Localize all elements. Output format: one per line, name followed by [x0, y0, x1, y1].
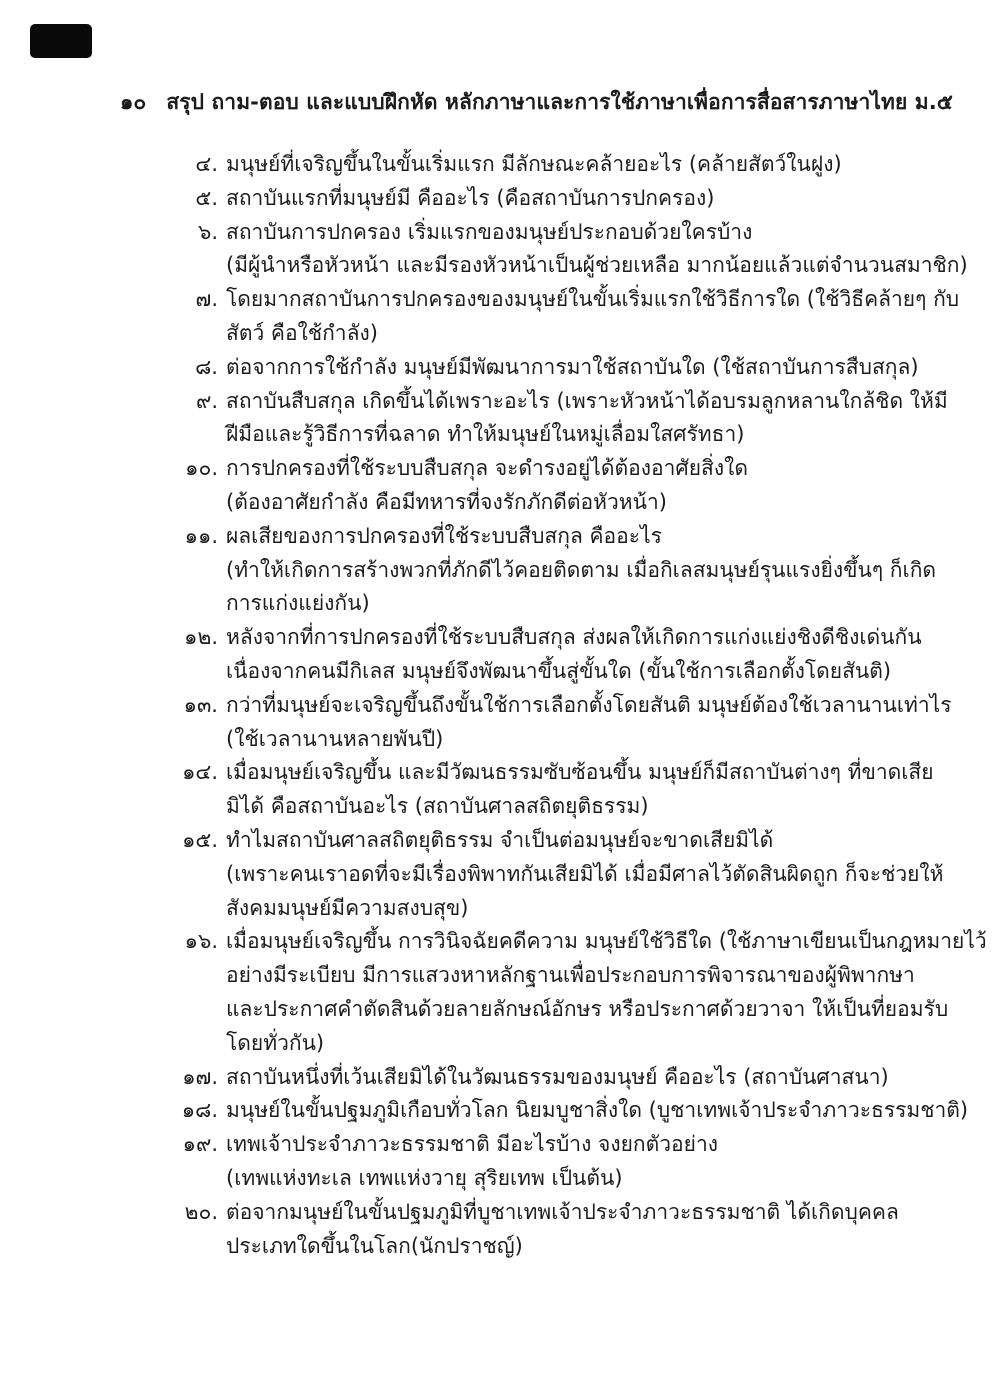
qa-item-text — [218, 148, 992, 182]
qa-text-line: สถาบันการปกครอง เริ่มแรกของมนุษย์ประกอบด้วยใครบ้าง — [226, 219, 753, 244]
qa-item — [0, 520, 992, 621]
qa-text-line: ผลเสียของการปกครองที่ใช้ระบบสืบสกุล คืออะไร — [226, 523, 662, 548]
qa-item-number: ๖. — [197, 219, 218, 244]
qa-item-number: ๗. — [195, 287, 218, 312]
qa-text-line: มิได้ คือสถาบันอะไร (สถาบันศาลสถิตยุติธรรม) — [226, 794, 649, 819]
qa-item-text — [218, 621, 992, 689]
qa-item-text — [218, 283, 992, 351]
qa-text-line: เนื่องจากคนมีกิเลส มนุษย์จึงพัฒนาขึ้นสู่ขั้นใด (ขั้นใช้การเลือกตั้งโดยสันติ) — [226, 658, 892, 683]
qa-item — [0, 925, 992, 1060]
qa-text-line: ทำไมสถาบันศาลสถิตยุติธรรม จำเป็นต่อมนุษย์จะขาดเสียมิได้ — [226, 827, 774, 852]
qa-item — [0, 1128, 992, 1196]
qa-item — [0, 756, 992, 824]
page-number: ๑๐ — [120, 90, 147, 114]
qa-item-text — [218, 689, 992, 757]
qa-item-text — [218, 756, 992, 824]
qa-text-line: (เทพแห่งทะเล เทพแห่งวายุ สุริยเทพ เป็นต้น) — [226, 1165, 623, 1190]
question-answer-list — [0, 148, 992, 1263]
qa-item-text — [218, 385, 992, 453]
qa-item-text — [218, 452, 992, 520]
qa-item-text — [218, 1128, 992, 1196]
qa-item-number: ๙. — [195, 388, 218, 413]
qa-item — [0, 452, 992, 520]
qa-item-text — [218, 520, 992, 621]
page-header — [120, 86, 953, 119]
qa-item — [0, 1094, 992, 1128]
qa-item — [0, 283, 992, 351]
qa-item-number: ๑๙. — [182, 1132, 218, 1157]
qa-text-line: (ต้องอาศัยกำลัง คือมีทหารที่จงรักภักดีต่อหัวหน้า) — [226, 489, 667, 514]
qa-text-line: และประกาศคำตัดสินด้วยลายลักษณ์อักษร หรือประกาศด้วยวาจา ให้เป็นที่ยอมรับ — [226, 996, 949, 1021]
qa-item-number: ๑๔. — [182, 760, 218, 785]
qa-item-number: ๑๗. — [182, 1064, 218, 1089]
qa-text-line: การปกครองที่ใช้ระบบสืบสกุล จะดำรงอยู่ได้ต้องอาศัยสิ่งใด — [226, 456, 748, 481]
qa-item — [0, 182, 992, 216]
qa-text-line: ต่อจากมนุษย์ในขั้นปฐมภูมิที่บูชาเทพเจ้าประจำภาวะธรรมชาติ ได้เกิดบุคคล — [226, 1199, 899, 1224]
qa-text-line: สัตว์ คือใช้กำลัง) — [226, 320, 378, 345]
qa-text-line: (ทำให้เกิดการสร้างพวกที่ภักดีไว้คอยติดตาม เมื่อกิเลสมนุษย์รุนแรงยิ่งขึ้นๆ ก็เกิด — [226, 557, 937, 582]
qa-item-number: ๑๖. — [184, 929, 218, 954]
qa-text-line: (มีผู้นำหรือหัวหน้า และมีรองหัวหน้าเป็นผู้ช่วยเหลือ มากน้อยแล้วแต่จำนวนสมาชิก) — [226, 253, 968, 278]
qa-text-line: สถาบันหนึ่งที่เว้นเสียมิได้ในวัฒนธรรมของมนุษย์ คืออะไร (สถาบันศาสนา) — [226, 1064, 889, 1089]
page-corner-tab-mark — [30, 24, 92, 58]
qa-item-text — [218, 1061, 992, 1095]
page-title: สรุป ถาม-ตอบ และแบบฝึกหัด หลักภาษาและการใช้ภาษาเพื่อการสื่อสารภาษาไทย ม.๕ — [166, 90, 953, 114]
qa-text-line: หลังจากที่การปกครองที่ใช้ระบบสืบสกุล ส่งผลให้เกิดการแก่งแย่งชิงดีชิงเด่นกัน — [226, 625, 922, 650]
qa-item-text — [218, 1094, 992, 1128]
qa-item — [0, 1196, 992, 1264]
qa-text-line: เมื่อมนุษย์เจริญขึ้น และมีวัฒนธรรมซับซ้อนขึ้น มนุษย์ก็มีสถาบันต่างๆ ที่ขาดเสีย — [226, 760, 934, 785]
qa-item — [0, 824, 992, 925]
qa-text-line: มนุษย์ที่เจริญขึ้นในขั้นเริ่มแรก มีลักษณะคล้ายอะไร (คล้ายสัตว์ในฝูง) — [226, 152, 842, 176]
qa-item-number: ๑๕. — [182, 827, 218, 852]
qa-text-line: ประเภทใดขึ้นในโลก(นักปราชญ์) — [226, 1233, 523, 1258]
qa-text-line: (ใช้เวลานานหลายพันปี) — [226, 726, 444, 751]
qa-item — [0, 689, 992, 757]
qa-item-number: ๑๘. — [181, 1098, 218, 1123]
qa-item-number: ๑๐. — [185, 456, 218, 481]
qa-text-line: สังคมมนุษย์มีความสงบสุข) — [226, 895, 469, 920]
qa-text-line: ต่อจากการใช้กำลัง มนุษย์มีพัฒนาการมาใช้สถาบันใด (ใช้สถาบันการสืบสกุล) — [226, 354, 919, 379]
qa-text-line: มนุษย์ในขั้นปฐมภูมิเกือบทั่วโลก นิยมบูชาสิ่งใด (บูชาเทพเจ้าประจำภาวะธรรมชาติ) — [226, 1098, 969, 1123]
qa-text-line: โดยทั่วกัน) — [226, 1030, 325, 1055]
qa-text-line: ฝีมือและรู้วิธีการที่ฉลาด ทำให้มนุษย์ในหมู่เลื่อมใสศรัทธา) — [226, 422, 745, 447]
qa-item — [0, 351, 992, 385]
qa-item — [0, 148, 992, 182]
qa-item-number: ๔. — [195, 152, 218, 176]
qa-text-line: โดยมากสถาบันการปกครองของมนุษย์ในขั้นเริ่มแรกใช้วิธีการใด (ใช้วิธีคล้ายๆ กับ — [226, 287, 960, 312]
qa-item — [0, 1061, 992, 1095]
qa-item-text — [218, 1196, 992, 1264]
qa-text-line: เทพเจ้าประจำภาวะธรรมชาติ มีอะไรบ้าง จงยกตัวอย่าง — [226, 1132, 719, 1157]
qa-item-number: ๘. — [195, 354, 218, 379]
qa-item — [0, 621, 992, 689]
qa-text-line: กว่าที่มนุษย์จะเจริญขึ้นถึงขั้นใช้การเลือกตั้งโดยสันติ มนุษย์ต้องใช้เวลานานเท่าไร — [226, 692, 952, 717]
qa-item-number: ๑๓. — [183, 692, 218, 717]
qa-item-text — [218, 351, 992, 385]
qa-item-text — [218, 216, 992, 284]
qa-item-text — [218, 182, 992, 216]
qa-item-number: ๑๒. — [184, 625, 218, 650]
qa-text-line: การแก่งแย่งกัน) — [226, 591, 370, 616]
qa-item-number: ๒๐. — [184, 1199, 218, 1224]
qa-item-text — [218, 824, 992, 925]
qa-text-line: สถาบันแรกที่มนุษย์มี คืออะไร (คือสถาบันการปกครอง) — [226, 185, 715, 210]
qa-item — [0, 216, 992, 284]
qa-item-number: ๕. — [195, 185, 218, 210]
qa-item-number: ๑๑. — [184, 523, 218, 548]
qa-text-line: เมื่อมนุษย์เจริญขึ้น การวินิจฉัยคดีความ มนุษย์ใช้วิธีใด (ใช้ภาษาเขียนเป็นกฎหมายไว้ — [226, 929, 987, 954]
qa-item — [0, 385, 992, 453]
qa-text-line: อย่างมีระเบียบ มีการแสวงหาหลักฐานเพื่อประกอบการพิจารณาของผู้พิพากษา — [226, 963, 915, 988]
qa-text-line: (เพราะคนเราอดที่จะมีเรื่องพิพาทกันเสียมิได้ เมื่อมีศาลไว้ตัดสินผิดถูก ก็จะช่วยให้ — [226, 861, 944, 886]
qa-item-text — [218, 925, 992, 1060]
qa-text-line: สถาบันสืบสกุล เกิดขึ้นได้เพราะอะไร (เพราะหัวหน้าได้อบรมลูกหลานใกล้ชิด ให้มี — [226, 388, 948, 413]
